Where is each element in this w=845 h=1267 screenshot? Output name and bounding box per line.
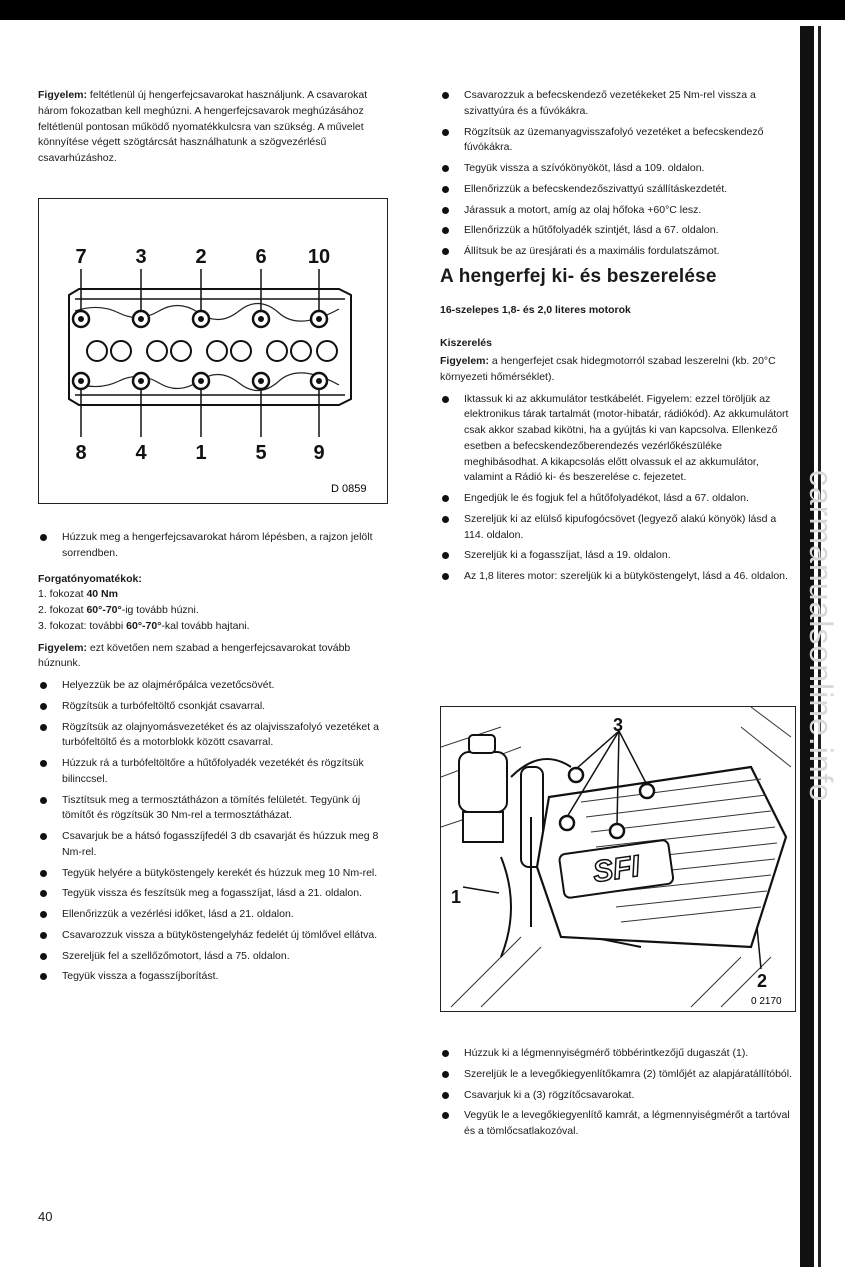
bolt-label-bottom-2: 4: [135, 442, 147, 464]
cylinder-head-drawing: [39, 199, 386, 502]
list-item: Tegyük helyére a bütyköstengely kerekét és húzzuk meg 10 Nm-rel.: [38, 866, 394, 882]
list-item: Rögzítsük a turbófeltöltő csonkját csavarral.: [38, 699, 394, 715]
list-item: Vegyük le a levegőkiegyenlítő kamrát, a légmennyiségmérőt a tartóval és a tömlőcsatlakozóval.: [440, 1108, 796, 1140]
list-item: Csavarjuk ki a (3) rögzítőcsavarokat.: [440, 1088, 796, 1104]
list-item: Tegyük vissza és feszítsük meg a fogasszíjat, lásd a 21. oldalon.: [38, 886, 394, 902]
list-item: Húzzuk rá a turbófeltöltőre a hűtőfolyadék vezetékét és rögzítsük bilinccsel.: [38, 756, 394, 788]
right-column-top: [440, 88, 796, 590]
bolt-label-top-1: 7: [75, 246, 87, 268]
callout-3: 3: [613, 715, 624, 735]
figure-code: D 0859: [331, 483, 367, 495]
engine-drawing: [441, 707, 794, 1010]
list-item: Szereljük le a levegőkiegyenlítőkamra (2) tömlőjét az alapjáratállítóból.: [440, 1067, 796, 1083]
list-item: Helyezzük be az olajmérőpálca vezetőcsövét.: [38, 678, 394, 694]
list-item: Csavarjuk be a hátsó fogasszíjfedél 3 db csavarját és húzzuk meg 8 Nm-rel.: [38, 829, 394, 861]
list-item: Tegyük vissza a fogasszíjborítást.: [38, 969, 394, 985]
list-item: Csavarozzuk vissza a bütyköstengelyház fedelét új tömlővel ellátva.: [38, 928, 394, 944]
right-mid-bullet-list: [440, 392, 796, 585]
list-item: Rögzítsük az üzemanyagvisszafolyó vezetéket a befecskendező fúvókákra.: [440, 125, 796, 157]
list-item: Járassuk a motort, amíg az olaj hőfoka +60°C lesz.: [440, 203, 796, 219]
right-bottom-bullet-list: [440, 1046, 796, 1140]
list-item: Tisztítsuk meg a termosztátházon a tömítés felületét. Tegyünk új tömítőt és rögzítsük 30 Nm-rel a termosztátházat.: [38, 793, 394, 825]
watermark: carmanualsonline.info: [803, 470, 839, 803]
note-paragraph: Figyelem: ezt követően nem szabad a hengerfejcsavarokat tovább húznunk.: [38, 641, 351, 670]
left-column-bottom: [38, 530, 394, 990]
top-scan-border: [0, 0, 845, 20]
list-item: Szereljük ki a fogasszíjat, lásd a 19. oldalon.: [440, 548, 796, 564]
figure-code: 0 2170: [751, 996, 782, 1007]
list-item: Szereljük ki az elülső kipufogócsövet (legyező alakú könyök) lásd a 114. oldalon.: [440, 512, 796, 544]
section-title: A hengerfej ki- és beszerelése: [440, 265, 717, 287]
bolt-label-top-3: 2: [195, 246, 207, 268]
left-column-top: [38, 88, 394, 173]
list-item: Húzzuk ki a légmennyiségmérő többérintkezőjű dugaszát (1).: [440, 1046, 796, 1062]
torque-step-3: 3. fokozat: további 60°-70°-kal tovább hajtani.: [38, 619, 250, 632]
list-item: Engedjük le és fogjuk fel a hűtőfolyadékot, lásd a 67. oldalon.: [440, 491, 796, 507]
figure-engine-sfi: [440, 706, 796, 1012]
list-item: Rögzítsük az olajnyomásvezetéket és az olajvisszafolyó vezetéket a turbófeltöltő és a motorblokk között csavarral.: [38, 720, 394, 752]
bolt-label-bottom-3: 1: [195, 442, 207, 464]
bolt-label-top-2: 3: [135, 246, 147, 268]
list-item: Csavarozzuk a befecskendező vezetékeket 25 Nm-rel vissza a szivattyúra és a fúvókákra.: [440, 88, 796, 120]
list-item: Szereljük fel a szellőzőmotort, lásd a 75. oldalon.: [38, 949, 394, 965]
page-number: 40: [38, 1209, 53, 1224]
bolt-label-bottom-1: 8: [75, 442, 87, 464]
callout-2: 2: [757, 971, 768, 991]
bolt-label-bottom-4: 5: [255, 442, 267, 464]
bolt-label-bottom-5: 9: [313, 442, 325, 464]
intro-paragraph: Figyelem: feltétlenül új hengerfejcsavarokat használjunk. A csavarokat három fokozatban kell meghúzni. A hengerfejcsavarok meghúzásához feltétlenül pontosan működő nyomatékkulcsra van szükség. A művelet könnyítése végett szögtárcsát használhatunk a szögvezérlésű csavarhúzáshoz.: [38, 89, 368, 164]
right-column-bottom: [440, 1046, 796, 1145]
list-item: Húzzuk meg a hengerfejcsavarokat három lépésben, a rajzon jelölt sorrendben.: [38, 530, 394, 562]
list-item: Ellenőrizzük a vezérlési időket, lásd a 21. oldalon.: [38, 907, 394, 923]
torques-heading: Forgatónyomatékok:: [38, 572, 142, 585]
torque-step-1: 1. fokozat 40 Nm: [38, 588, 118, 601]
list-item: Tegyük vissza a szívókönyököt, lásd a 109. oldalon.: [440, 161, 796, 177]
right-note-paragraph: Figyelem: a hengerfejet csak hidegmotorról szabad leszerelni (kb. 20°C környezeti hőmérséklet).: [440, 355, 776, 383]
bolt-label-top-4: 6: [255, 246, 267, 268]
list-item: Állítsuk be az üresjárati és a maximális fordulatszámot.: [440, 244, 796, 260]
list-item: Ellenőrizzük a hűtőfolyadék szintjét, lásd a 67. oldalon.: [440, 223, 796, 239]
sfi-badge: SFI: [590, 849, 642, 890]
list-item: Ellenőrizzük a befecskendezőszivattyú szállításkezdetét.: [440, 182, 796, 198]
callout-1: 1: [451, 887, 462, 907]
list-item: Iktassuk ki az akkumulátor testkábelét. Figyelem: ezzel töröljük az elektronikus tárak tartalmát (motor-hibatár, rádiókód). Az akkumulátort csak akkor szabad kikötni, ha a gyújtás ki van kapcsolva. Ellenkező esetben a befecskendezőberendezés vezérlőkészüléke meghibásodhat. A kikapcsolás előtt olvassuk el az akkumulátor, valamint a Rádió ki- és beszerelése c. fejezetet.: [440, 392, 796, 487]
right-top-bullet-list: [440, 88, 796, 260]
list-item: Az 1,8 literes motor: szereljük ki a bütyköstengelyt, lásd a 46. oldalon.: [440, 569, 796, 585]
bolt-label-top-5: 10: [307, 246, 331, 268]
figure-bolt-sequence: [38, 198, 388, 504]
first-bullet-list: [38, 530, 394, 562]
left-bullet-list: [38, 678, 394, 985]
subsection-title: 16-szelepes 1,8- és 2,0 literes motorok: [440, 303, 631, 316]
kiszereles-heading: Kiszerelés: [440, 337, 492, 350]
torque-step-2: 2. fokozat 60°-70°-ig tovább húzni.: [38, 604, 199, 616]
